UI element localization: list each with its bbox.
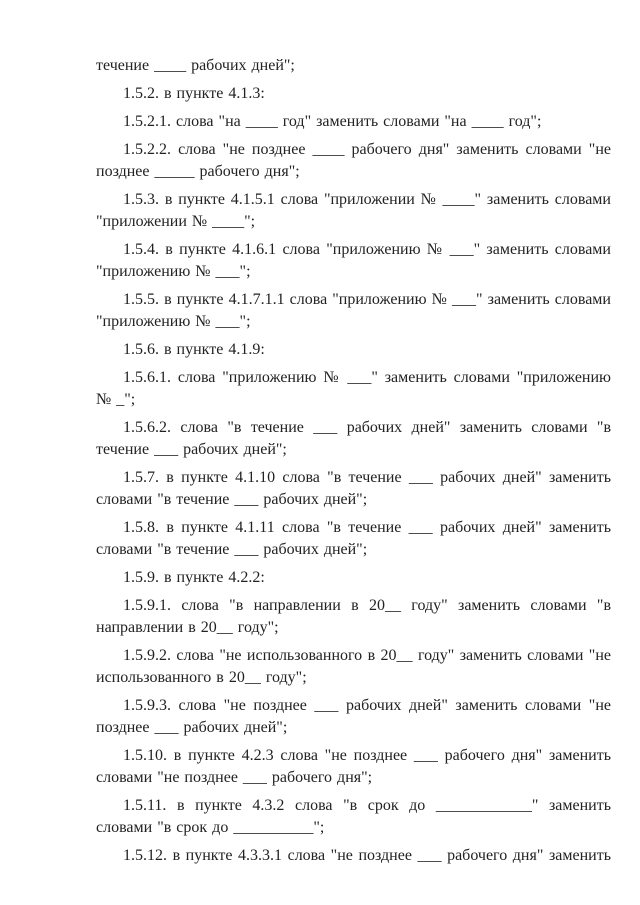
- clause-1-5-11: 1.5.11. в пункте 4.3.2 слова "в срок до ____________" заменить словами "в срок до __________";: [96, 797, 611, 836]
- clause-1-5-4: 1.5.4. в пункте 4.1.6.1 слова "приложению № ___" заменить словами "приложению № ___";: [96, 241, 611, 280]
- clause-1-5-12: 1.5.12. в пункте 4.3.3.1 слова "не позднее ___ рабочего дня" заменить: [123, 847, 611, 864]
- clause-1-5-9: 1.5.9. в пункте 4.2.2:: [123, 569, 265, 586]
- clause-1-5-7: 1.5.7. в пункте 4.1.10 слова "в течение ___ рабочих дней" заменить словами "в течение ___ рабочих дней";: [96, 469, 611, 508]
- clause-1-5-2: 1.5.2. в пункте 4.1.3:: [123, 85, 265, 102]
- clause-1-5-6: 1.5.6. в пункте 4.1.9:: [123, 341, 265, 358]
- clause-1-5-9-3: 1.5.9.3. слова "не позднее ___ рабочих дней" заменить словами "не позднее ___ рабочих дней";: [96, 697, 611, 736]
- clause-1-5-6-1: 1.5.6.1. слова "приложению № ___" заменить словами "приложению № _";: [96, 369, 611, 408]
- clause-1-5-8: 1.5.8. в пункте 4.1.11 слова "в течение ___ рабочих дней" заменить словами "в течение ___ рабочих дней";: [96, 519, 611, 558]
- clause-1-5-9-2: 1.5.9.2. слова "не использованного в 20__ году" заменить словами "не использованного в 20__ году";: [96, 647, 611, 686]
- clause-1-5-9-1: 1.5.9.1. слова "в направлении в 20__ году" заменить словами "в направлении в 20__ году";: [96, 597, 611, 636]
- clause-1-5-3: 1.5.3. в пункте 4.1.5.1 слова "приложении № ____" заменить словами "приложении № ____";: [96, 191, 611, 230]
- clause-continuation-tail: течение ____ рабочих дней";: [96, 57, 295, 74]
- clause-1-5-10: 1.5.10. в пункте 4.2.3 слова "не позднее ___ рабочего дня" заменить словами "не позднее ___ рабочего дня";: [96, 747, 611, 786]
- clause-1-5-5: 1.5.5. в пункте 4.1.7.1.1 слова "приложению № ___" заменить словами "приложению № ___";: [96, 291, 611, 330]
- clause-1-5-2-1: 1.5.2.1. слова "на ____ год" заменить словами "на ____ год";: [123, 113, 542, 130]
- clause-1-5-6-2: 1.5.6.2. слова "в течение ___ рабочих дней" заменить словами "в течение ___ рабочих дней";: [96, 419, 611, 458]
- clause-1-5-2-2: 1.5.2.2. слова "не позднее ____ рабочего дня" заменить словами "не позднее _____ рабочего дня";: [96, 141, 611, 180]
